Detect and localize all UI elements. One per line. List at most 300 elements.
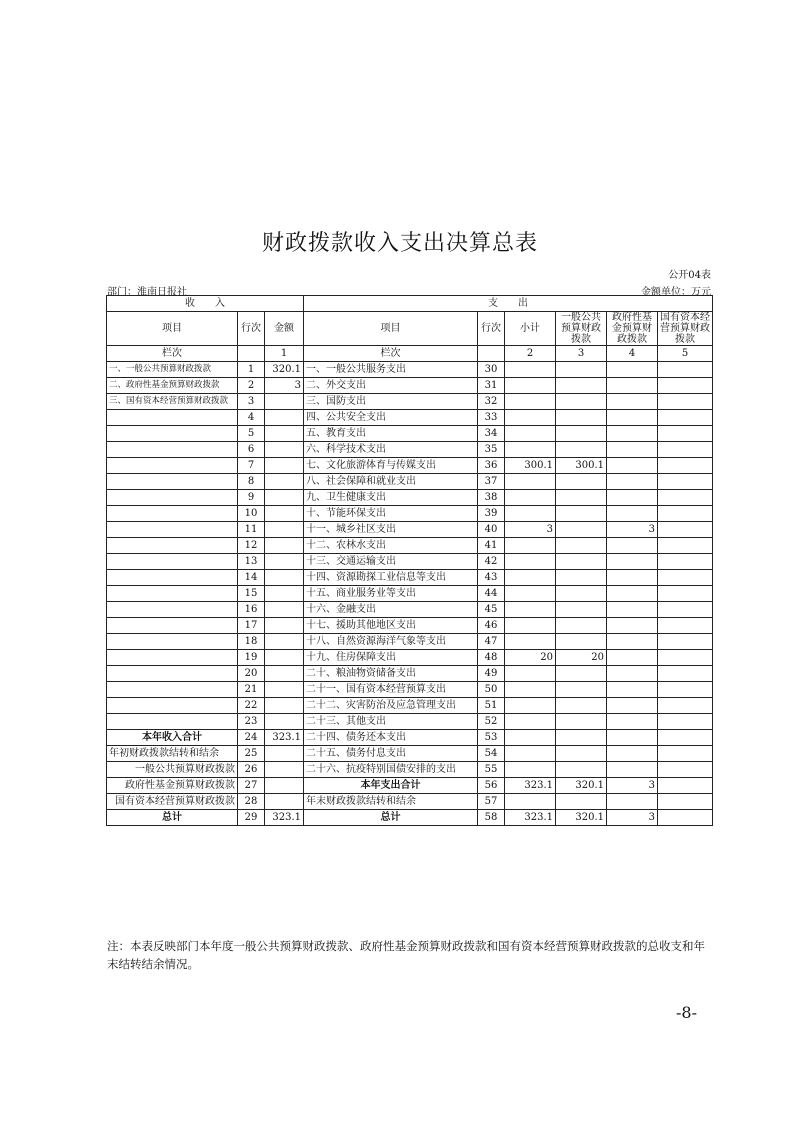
cell-fund-budget: 3 [607, 810, 658, 826]
cell-soe-budget [658, 442, 713, 458]
cell-soe-budget [658, 490, 713, 506]
cell-soe-budget [658, 378, 713, 394]
cell-income-item [107, 554, 238, 570]
table-row [107, 746, 713, 762]
col-index-5: 5 [658, 346, 713, 362]
cell-subtotal [505, 746, 556, 762]
table-row [107, 682, 713, 698]
cell-expense-item: 八、社会保障和就业支出 [304, 474, 478, 490]
cell-expense-item: 本年支出合计 [304, 778, 478, 794]
cell-income-amount [265, 538, 304, 554]
cell-income-amount [265, 474, 304, 490]
cell-expense-line: 52 [478, 714, 505, 730]
cell-expense-item: 十九、住房保障支出 [304, 650, 478, 666]
cell-soe-budget [658, 666, 713, 682]
cell-income-line: 15 [238, 586, 265, 602]
cell-general-budget [556, 634, 607, 650]
cell-fund-budget [607, 602, 658, 618]
cell-general-budget [556, 506, 607, 522]
cell-soe-budget [658, 538, 713, 554]
cell-general-budget [556, 442, 607, 458]
cell-expense-item: 十八、自然资源海洋气象等支出 [304, 634, 478, 650]
cell-general-budget [556, 378, 607, 394]
col-income-line: 行次 [238, 312, 265, 346]
cell-subtotal [505, 410, 556, 426]
cell-income-item [107, 634, 238, 650]
cell-income-item [107, 682, 238, 698]
cell-income-line: 7 [238, 458, 265, 474]
cell-fund-budget [607, 426, 658, 442]
budget-table [106, 295, 713, 826]
page-number: -8- [676, 1003, 697, 1022]
cell-expense-item: 一、一般公共服务支出 [304, 362, 478, 378]
cell-subtotal [505, 362, 556, 378]
cell-expense-item: 十、节能环保支出 [304, 506, 478, 522]
cell-fund-budget [607, 394, 658, 410]
table-row [107, 810, 713, 826]
cell-fund-budget: 3 [607, 778, 658, 794]
cell-expense-item: 总计 [304, 810, 478, 826]
cell-soe-budget [658, 794, 713, 810]
cell-income-line: 24 [238, 730, 265, 746]
cell-general-budget [556, 410, 607, 426]
cell-general-budget [556, 762, 607, 778]
cell-income-amount [265, 442, 304, 458]
cell-soe-budget [658, 570, 713, 586]
cell-expense-item: 六、科学技术支出 [304, 442, 478, 458]
cell-income-line: 20 [238, 666, 265, 682]
cell-expense-line: 47 [478, 634, 505, 650]
cell-income-line: 1 [238, 362, 265, 378]
cell-general-budget [556, 538, 607, 554]
cell-income-line: 19 [238, 650, 265, 666]
cell-expense-line: 45 [478, 602, 505, 618]
cell-expense-item: 十一、城乡社区支出 [304, 522, 478, 538]
col-index-label-expense: 栏次 [304, 346, 478, 362]
cell-expense-line: 57 [478, 794, 505, 810]
table-row [107, 378, 713, 394]
report-title: 财政拨款收入支出决算总表 [261, 231, 538, 256]
cell-general-budget [556, 490, 607, 506]
cell-expense-item: 十六、金融支出 [304, 602, 478, 618]
cell-income-amount [265, 762, 304, 778]
cell-subtotal [505, 794, 556, 810]
cell-income-amount [265, 650, 304, 666]
cell-general-budget [556, 426, 607, 442]
cell-general-budget [556, 682, 607, 698]
cell-fund-budget [607, 762, 658, 778]
cell-soe-budget [658, 650, 713, 666]
cell-expense-item: 二十二、灾害防治及应急管理支出 [304, 698, 478, 714]
cell-general-budget [556, 394, 607, 410]
column-index-row [107, 346, 713, 362]
cell-expense-line: 35 [478, 442, 505, 458]
cell-income-amount [265, 410, 304, 426]
cell-income-amount [265, 506, 304, 522]
income-section: 收 入 [107, 296, 304, 312]
cell-soe-budget [658, 586, 713, 602]
cell-income-item [107, 506, 238, 522]
cell-soe-budget [658, 602, 713, 618]
table-row [107, 410, 713, 426]
table-row [107, 474, 713, 490]
table-row [107, 506, 713, 522]
cell-general-budget: 20 [556, 650, 607, 666]
cell-income-amount [265, 554, 304, 570]
cell-expense-line: 30 [478, 362, 505, 378]
cell-expense-line: 49 [478, 666, 505, 682]
table-row [107, 698, 713, 714]
cell-expense-item: 二十五、债务付息支出 [304, 746, 478, 762]
table-row [107, 490, 713, 506]
cell-subtotal [505, 570, 556, 586]
cell-subtotal: 323.1 [505, 778, 556, 794]
cell-income-amount [265, 634, 304, 650]
table-row [107, 666, 713, 682]
cell-income-amount [265, 618, 304, 634]
table-row [107, 730, 713, 746]
cell-soe-budget [658, 778, 713, 794]
table-row [107, 554, 713, 570]
cell-income-item [107, 458, 238, 474]
cell-income-amount [265, 522, 304, 538]
col-subtotal: 小计 [505, 312, 556, 346]
cell-fund-budget [607, 682, 658, 698]
cell-income-line: 21 [238, 682, 265, 698]
cell-expense-item: 二十一、国有资本经营预算支出 [304, 682, 478, 698]
unit-label: 金额单位：万元 [641, 287, 711, 298]
cell-subtotal [505, 730, 556, 746]
cell-soe-budget [658, 730, 713, 746]
cell-soe-budget [658, 762, 713, 778]
cell-expense-item: 十五、商业服务业等支出 [304, 586, 478, 602]
cell-soe-budget [658, 394, 713, 410]
cell-income-item [107, 666, 238, 682]
cell-subtotal [505, 698, 556, 714]
cell-income-item [107, 602, 238, 618]
table-row [107, 778, 713, 794]
cell-income-amount [265, 394, 304, 410]
cell-fund-budget [607, 458, 658, 474]
cell-fund-budget [607, 506, 658, 522]
cell-expense-item: 二十、粮油物资储备支出 [304, 666, 478, 682]
cell-income-line: 6 [238, 442, 265, 458]
cell-expense-line: 56 [478, 778, 505, 794]
cell-income-amount [265, 426, 304, 442]
cell-general-budget [556, 554, 607, 570]
cell-income-amount [265, 714, 304, 730]
cell-subtotal [505, 666, 556, 682]
cell-expense-line: 33 [478, 410, 505, 426]
cell-income-item: 国有资本经营预算财政拨款 [107, 794, 238, 810]
col-index-empty [478, 346, 505, 362]
cell-subtotal [505, 378, 556, 394]
cell-fund-budget [607, 714, 658, 730]
cell-income-amount [265, 666, 304, 682]
cell-soe-budget [658, 426, 713, 442]
cell-general-budget [556, 362, 607, 378]
cell-subtotal [505, 602, 556, 618]
cell-income-item [107, 618, 238, 634]
cell-expense-line: 46 [478, 618, 505, 634]
cell-soe-budget [658, 634, 713, 650]
cell-expense-item: 九、卫生健康支出 [304, 490, 478, 506]
table-row [107, 618, 713, 634]
cell-income-item [107, 474, 238, 490]
cell-expense-item: 十二、农林水支出 [304, 538, 478, 554]
cell-expense-line: 42 [478, 554, 505, 570]
cell-general-budget [556, 730, 607, 746]
col-general-budget: 一般公共预算财政拨款 [556, 312, 607, 346]
cell-expense-line: 31 [478, 378, 505, 394]
cell-expense-line: 37 [478, 474, 505, 490]
cell-fund-budget [607, 490, 658, 506]
cell-income-line: 17 [238, 618, 265, 634]
cell-income-amount [265, 746, 304, 762]
cell-income-amount: 323.1 [265, 730, 304, 746]
cell-general-budget: 320.1 [556, 778, 607, 794]
cell-subtotal: 3 [505, 522, 556, 538]
cell-general-budget: 300.1 [556, 458, 607, 474]
cell-soe-budget [658, 682, 713, 698]
cell-subtotal [505, 442, 556, 458]
cell-income-line: 9 [238, 490, 265, 506]
cell-income-line: 26 [238, 762, 265, 778]
cell-income-line: 28 [238, 794, 265, 810]
table-row [107, 458, 713, 474]
cell-expense-line: 34 [478, 426, 505, 442]
cell-income-item [107, 714, 238, 730]
cell-subtotal [505, 490, 556, 506]
cell-fund-budget [607, 794, 658, 810]
cell-expense-line: 39 [478, 506, 505, 522]
cell-fund-budget [607, 538, 658, 554]
cell-subtotal [505, 474, 556, 490]
cell-expense-item: 十七、援助其他地区支出 [304, 618, 478, 634]
col-expense-line: 行次 [478, 312, 505, 346]
cell-subtotal [505, 714, 556, 730]
footnote: 注：本表反映部门本年度一般公共预算财政拨款、政府性基金预算财政拨款和国有资本经营预算财政拨款的总收支和年末结转结余情况。 [107, 939, 705, 971]
cell-fund-budget [607, 410, 658, 426]
col-income-amount: 金额 [265, 312, 304, 346]
cell-expense-line: 43 [478, 570, 505, 586]
cell-expense-item: 二十四、债务还本支出 [304, 730, 478, 746]
cell-soe-budget [658, 618, 713, 634]
cell-fund-budget [607, 634, 658, 650]
cell-income-item [107, 586, 238, 602]
cell-expense-line: 32 [478, 394, 505, 410]
cell-subtotal: 20 [505, 650, 556, 666]
cell-income-item: 政府性基金预算财政拨款 [107, 778, 238, 794]
cell-subtotal [505, 506, 556, 522]
cell-general-budget [556, 794, 607, 810]
cell-subtotal [505, 538, 556, 554]
cell-expense-line: 50 [478, 682, 505, 698]
cell-expense-item: 三、国防支出 [304, 394, 478, 410]
form-number: 公开04表 [668, 270, 711, 281]
col-expense-item: 项目 [304, 312, 478, 346]
table-row [107, 714, 713, 730]
table-row [107, 794, 713, 810]
col-fund-budget: 政府性基金预算财政拨款 [607, 312, 658, 346]
cell-fund-budget [607, 362, 658, 378]
cell-subtotal [505, 426, 556, 442]
cell-fund-budget [607, 730, 658, 746]
cell-expense-line: 44 [478, 586, 505, 602]
cell-soe-budget [658, 474, 713, 490]
cell-expense-line: 48 [478, 650, 505, 666]
cell-income-item: 总计 [107, 810, 238, 826]
cell-subtotal [505, 682, 556, 698]
cell-fund-budget [607, 698, 658, 714]
department-label: 部门：淮南日报社 [107, 287, 187, 298]
cell-soe-budget [658, 362, 713, 378]
cell-expense-item: 二、外交支出 [304, 378, 478, 394]
cell-expense-item: 十三、交通运输支出 [304, 554, 478, 570]
cell-income-item: 年初财政拨款结转和结余 [107, 746, 238, 762]
cell-fund-budget [607, 666, 658, 682]
cell-income-amount [265, 586, 304, 602]
cell-income-item: 一、一般公共预算财政拨款 [107, 362, 238, 378]
cell-expense-line: 54 [478, 746, 505, 762]
cell-income-item [107, 570, 238, 586]
cell-income-amount [265, 778, 304, 794]
cell-fund-budget [607, 650, 658, 666]
cell-income-amount [265, 698, 304, 714]
col-index-3: 3 [556, 346, 607, 362]
cell-expense-item: 五、教育支出 [304, 426, 478, 442]
cell-income-line: 16 [238, 602, 265, 618]
cell-expense-item: 七、文化旅游体育与传媒支出 [304, 458, 478, 474]
cell-subtotal [505, 394, 556, 410]
table-row [107, 586, 713, 602]
cell-soe-budget [658, 506, 713, 522]
cell-fund-budget [607, 442, 658, 458]
cell-soe-budget [658, 746, 713, 762]
cell-income-line: 2 [238, 378, 265, 394]
cell-income-item [107, 650, 238, 666]
cell-expense-line: 36 [478, 458, 505, 474]
cell-income-item [107, 490, 238, 506]
cell-income-line: 27 [238, 778, 265, 794]
table-row [107, 394, 713, 410]
cell-income-line: 13 [238, 554, 265, 570]
cell-fund-budget [607, 618, 658, 634]
table-row [107, 762, 713, 778]
cell-income-item [107, 698, 238, 714]
cell-income-line: 14 [238, 570, 265, 586]
cell-expense-item: 二十六、抗疫特别国债安排的支出 [304, 762, 478, 778]
column-header-row [107, 312, 713, 346]
cell-general-budget [556, 570, 607, 586]
cell-general-budget [556, 714, 607, 730]
cell-expense-line: 41 [478, 538, 505, 554]
cell-soe-budget [658, 714, 713, 730]
cell-income-amount [265, 490, 304, 506]
cell-expense-line: 55 [478, 762, 505, 778]
cell-income-item [107, 538, 238, 554]
col-income-item: 项目 [107, 312, 238, 346]
cell-subtotal [505, 762, 556, 778]
cell-income-amount [265, 458, 304, 474]
cell-subtotal: 323.1 [505, 810, 556, 826]
table-row [107, 602, 713, 618]
cell-income-item [107, 522, 238, 538]
cell-income-line: 5 [238, 426, 265, 442]
cell-subtotal: 300.1 [505, 458, 556, 474]
cell-income-item: 二、政府性基金预算财政拨款 [107, 378, 238, 394]
cell-income-amount: 323.1 [265, 810, 304, 826]
cell-income-amount: 320.1 [265, 362, 304, 378]
cell-fund-budget [607, 378, 658, 394]
cell-general-budget: 320.1 [556, 810, 607, 826]
cell-subtotal [505, 554, 556, 570]
col-index-empty [238, 346, 265, 362]
cell-income-line: 25 [238, 746, 265, 762]
cell-income-item: 三、国有资本经营预算财政拨款 [107, 394, 238, 410]
cell-soe-budget [658, 554, 713, 570]
col-index-label: 栏次 [107, 346, 238, 362]
cell-expense-item: 年末财政拨款结转和结余 [304, 794, 478, 810]
col-index-1: 1 [265, 346, 304, 362]
cell-income-line: 22 [238, 698, 265, 714]
cell-general-budget [556, 474, 607, 490]
cell-income-line: 8 [238, 474, 265, 490]
cell-expense-line: 58 [478, 810, 505, 826]
cell-general-budget [556, 586, 607, 602]
cell-expense-item: 二十三、其他支出 [304, 714, 478, 730]
section-header-row [107, 296, 713, 312]
cell-soe-budget [658, 410, 713, 426]
table-row [107, 538, 713, 554]
cell-income-item [107, 426, 238, 442]
cell-income-line: 29 [238, 810, 265, 826]
cell-income-line: 18 [238, 634, 265, 650]
cell-fund-budget [607, 554, 658, 570]
col-index-2: 2 [505, 346, 556, 362]
table-row [107, 426, 713, 442]
table-row [107, 362, 713, 378]
cell-expense-line: 53 [478, 730, 505, 746]
table-row [107, 442, 713, 458]
cell-subtotal [505, 618, 556, 634]
cell-fund-budget [607, 586, 658, 602]
cell-income-amount [265, 570, 304, 586]
cell-income-amount [265, 794, 304, 810]
cell-fund-budget: 3 [607, 522, 658, 538]
cell-general-budget [556, 618, 607, 634]
cell-income-line: 11 [238, 522, 265, 538]
cell-expense-line: 40 [478, 522, 505, 538]
cell-income-line: 23 [238, 714, 265, 730]
cell-soe-budget [658, 458, 713, 474]
cell-general-budget [556, 602, 607, 618]
cell-subtotal [505, 586, 556, 602]
cell-income-line: 12 [238, 538, 265, 554]
cell-soe-budget [658, 810, 713, 826]
cell-soe-budget [658, 698, 713, 714]
cell-income-item [107, 410, 238, 426]
col-index-4: 4 [607, 346, 658, 362]
table-row [107, 570, 713, 586]
cell-income-line: 4 [238, 410, 265, 426]
cell-expense-line: 51 [478, 698, 505, 714]
cell-income-amount [265, 682, 304, 698]
cell-income-item: 一般公共预算财政拨款 [107, 762, 238, 778]
cell-expense-item: 四、公共安全支出 [304, 410, 478, 426]
table-row [107, 650, 713, 666]
cell-expense-item: 十四、资源勘探工业信息等支出 [304, 570, 478, 586]
